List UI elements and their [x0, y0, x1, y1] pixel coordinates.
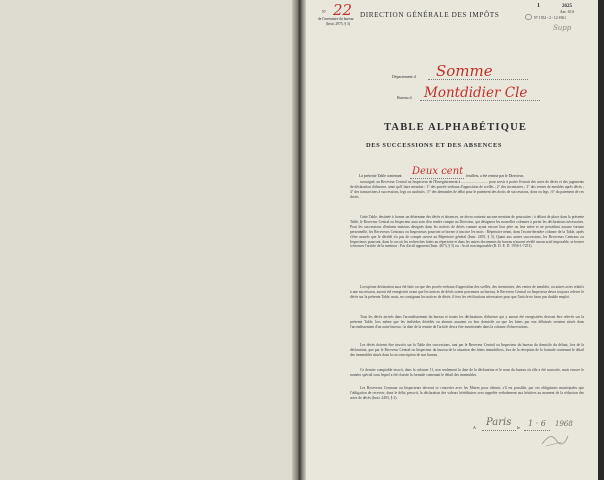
left-facing-page — [0, 0, 296, 480]
pencil-signature-mark — [540, 432, 570, 448]
bureau-label: Bureau d — [397, 95, 412, 100]
direction-heading: DIRECTION GÉNÉRALE DES IMPÔTS — [360, 11, 500, 19]
book-gutter — [292, 0, 306, 480]
handwritten-inventory-number: 22 — [333, 1, 353, 19]
count-dotted-line — [410, 178, 464, 179]
paragraph-3: Lorsqu'une déclaration aura été faite ou que des procès-verbaux d'apposition des scellés, des inventaires, des ventes de meubles, ou autres actes relatifs à une succession, auront été enregistrés avant que les notices de décès soient parvenues au bureau, le Receveur Central ou Inspecteur devra toujours relever le décès sur la présente Table, mais, en consignant les notices de décès, il fera les vérifications nécessaires pour que l'article ne fasse pas double emploi. — [350, 285, 584, 299]
small-seal-icon — [525, 14, 532, 20]
handwritten-sheet-count: Deux cent — [412, 166, 464, 177]
first-line-suffix: feuillets, a été remise par le Directeur, — [466, 174, 524, 178]
place-dotted-line — [482, 430, 516, 431]
paragraph-6: Ce dernier comptable inscrit, dans la colonne 11, non seulement la date de la déclaration et le nom du bureau où elle a été souscrite, mais encore le numéro spécial sous lequel a été classée la formule contenant le détail des immeubles. — [350, 368, 584, 377]
first-line-prefix: La présente Table contenant — [359, 174, 402, 178]
handwritten-date: 1 · 6 — [528, 419, 546, 428]
paragraph-7: Les Receveurs Centraux ou Inspecteurs devront se concerter avec les Maires pour obtenir, s'il est possible, par ces obligations municipales que l'obligation de recevoir, dans le délai prescrit, la déclaration des valeurs héréditaires sera rappelée verbalement aux héritiers au moment de la rédaction des actes de décès (Instr. 2493, § 2). — [350, 386, 584, 400]
form-reference: N° 1552 - 2 - 12-1961 — [534, 16, 566, 20]
handwritten-bureau: Montdidier Cle — [424, 85, 528, 101]
page-number: 1 — [537, 3, 540, 9]
document-title: TABLE ALPHABÉTIQUE — [384, 122, 528, 133]
form-code-2: Anc. 63 S — [560, 10, 575, 14]
department-label: Département d — [392, 74, 416, 79]
scan-edge — [598, 0, 604, 480]
handwritten-department: Somme — [436, 62, 493, 80]
bureau-dotted-line — [420, 100, 540, 101]
handwritten-place: Paris — [486, 417, 512, 428]
year: 1968 — [555, 420, 573, 428]
signature-prefix: A — [473, 425, 476, 430]
document-subtitle: DES SUCCESSIONS ET DES ABSENCES — [366, 142, 503, 149]
date-label: le — [517, 425, 520, 430]
inventory-note: de l'inventaire du bureau — [318, 17, 354, 21]
form-code: 2625 — [562, 4, 572, 9]
department-dotted-line — [428, 79, 528, 80]
instruction-note: (Instr. 2975, § 3) — [326, 22, 351, 26]
paragraph-5: Les décès doivent être inscrits sur la Table des successions, tant par le Receveur Central ou Inspecteur du bureau du domicile du défunt, lors de la déclaration, que par le Receveur Central ou Inspecteur du bureau de la situation des biens immobiliers, lors de la réception de la formule contenant le détail des immeubles situés dans la circonscription de son bureau. — [350, 343, 584, 357]
pencil-annotation: Supp — [553, 24, 572, 32]
inventory-number-label: N° — [322, 10, 327, 14]
paragraph-2: Cette Table, destinée à former un détermine des décès et absences, ne devra contenir aucune mention de poursuites ; à défaut de place dans la présente Table, le Receveur Central ou Inspecteur aura soin d'en rendre compte au Directeur, qui désignera les nouvelles colonnes à porter les déclarations nécessaires. Pour les successions d'enfants mineurs désignés dans les notices de décès comme ayant encore leur père ou leur mère et ne possédant aucune fortune personnelle, les Receveurs Centraux ou Inspecteurs pourront se borner à inscrire les mots : Répertoire néant, dans l'avant-dernière colonne de la Table, après s'être assurés que le décédé n'a pas de compte ouvert au Répertoire général (Instr. 2493, § 3). Quant aux autres successions, les Receveurs Centraux ou Inspecteurs pourront, dans le cas où les recherches faites au répertoire et dans les autres documents du bureau n'auront révélé aucun actif imposable, se borner à énoncer l'article de la mention : Pas d'actif apparent (Instr. 4673, § 5) ou : Actif non imposable (R. D. E. D. 1956-1-7251). — [350, 215, 584, 249]
paragraph-1: soussigné, au Receveur Central ou Inspecteur de l'Enregistrement à ............................. pour servir à porter l'extrait des actes de décès et des jugements de déclaration d'absence, ainsi qu'il faire mention : 1° des procès-verbaux d'apposition de scellés ; 2° des inventaires ; 3° des ventes de meubles après décès ; 4° des transactions à successions, legs ou usufruits ; 5° des demandes de délai pour le paiement des droits de successions, dons ou legs ; 6° du paiement de ces droits. — [350, 180, 584, 199]
date-dotted-line — [524, 430, 550, 431]
paragraph-4: Tous les décès arrivés dans l'arrondissement du bureau et toutes les déclarations d'absence qui y auront été enregistrées devront être relevés sur la présente Table, lors même que les individus décédés ou absents auraient eu leur domicile ou que les biens par eux délaissés seraient situés dans l'arrondissement d'un autre bureau ; la date de la remise de l'article devra être mentionnée dans la colonne d'observations. — [350, 315, 584, 329]
